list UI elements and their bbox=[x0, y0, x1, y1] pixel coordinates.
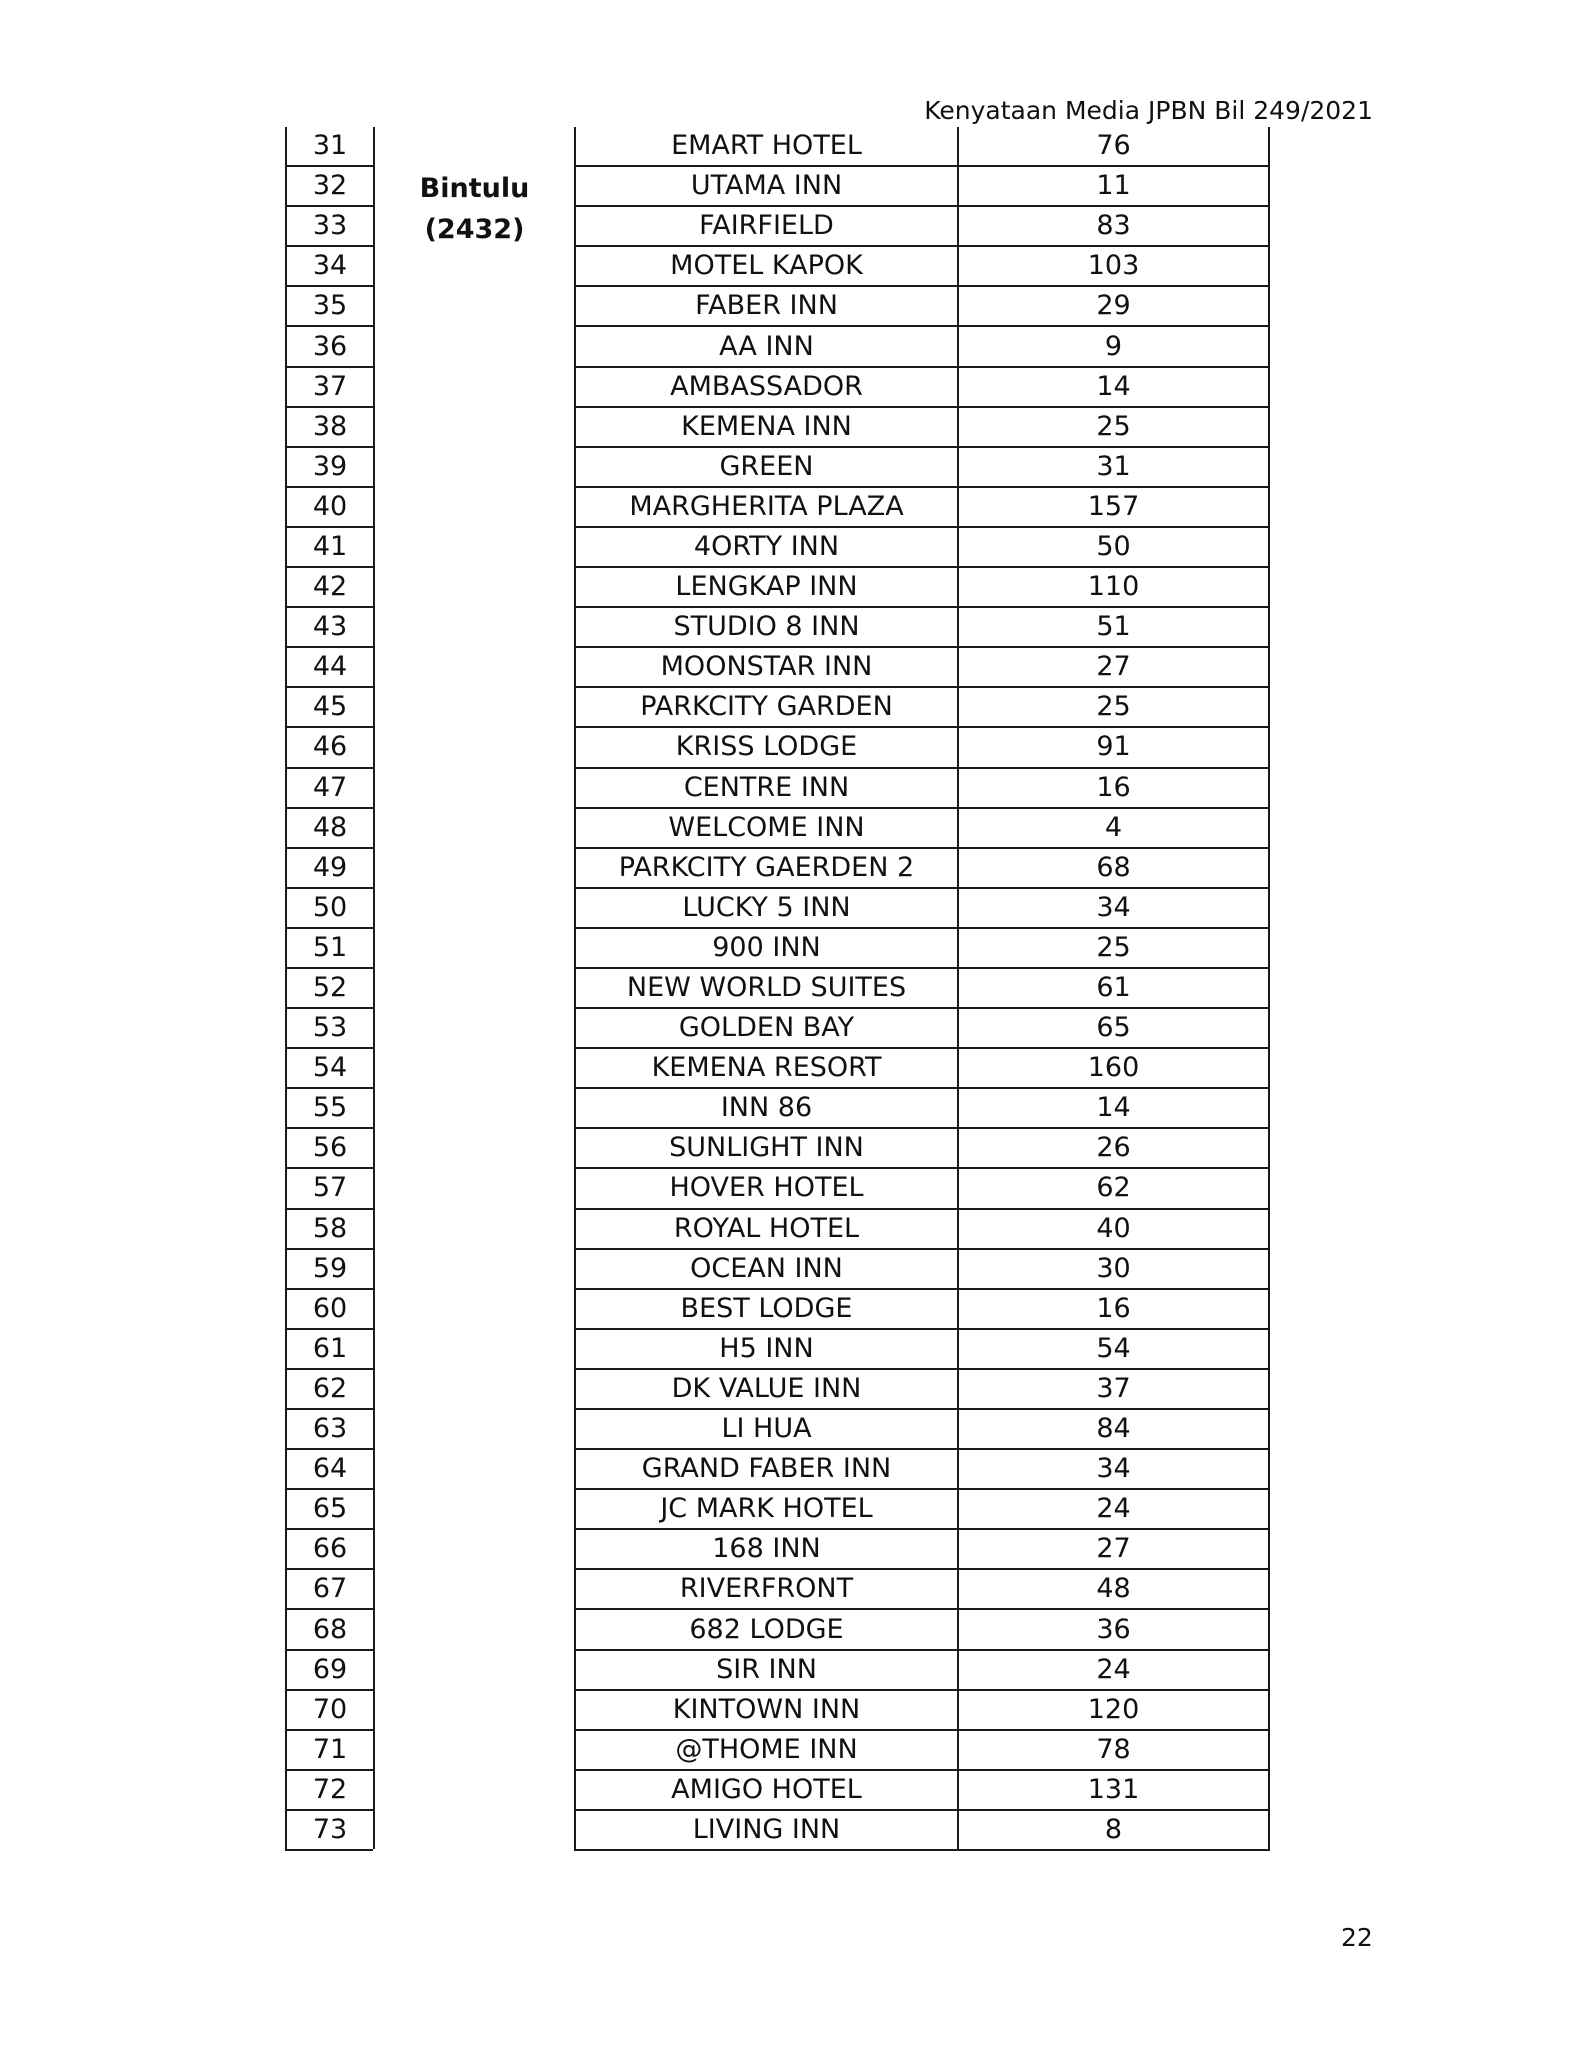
hotel-count: 4 bbox=[958, 808, 1269, 848]
row-number: 57 bbox=[286, 1168, 374, 1208]
district-total: (2432) bbox=[424, 214, 525, 245]
hotel-count: 78 bbox=[958, 1730, 1269, 1770]
row-number: 49 bbox=[286, 848, 374, 888]
hotel-count: 160 bbox=[958, 1048, 1269, 1088]
row-number: 67 bbox=[286, 1569, 374, 1609]
row-number: 45 bbox=[286, 687, 374, 727]
hotel-name: AA INN bbox=[575, 326, 958, 366]
hotel-count: 120 bbox=[958, 1690, 1269, 1730]
hotel-count: 131 bbox=[958, 1770, 1269, 1810]
hotel-name: DK VALUE INN bbox=[575, 1369, 958, 1409]
hotel-count: 48 bbox=[958, 1569, 1269, 1609]
document-header: Kenyataan Media JPBN Bil 249/2021 bbox=[924, 96, 1373, 125]
hotel-name: KRISS LODGE bbox=[575, 727, 958, 767]
row-number: 43 bbox=[286, 607, 374, 647]
hotel-count: 54 bbox=[958, 1329, 1269, 1369]
hotel-table bbox=[285, 127, 1270, 1851]
hotel-count: 62 bbox=[958, 1168, 1269, 1208]
district-cell bbox=[374, 127, 575, 1850]
hotel-count: 25 bbox=[958, 407, 1269, 447]
row-number: 72 bbox=[286, 1770, 374, 1810]
hotel-name: GRAND FABER INN bbox=[575, 1449, 958, 1489]
hotel-count: 27 bbox=[958, 1529, 1269, 1569]
row-number: 64 bbox=[286, 1449, 374, 1489]
row-number: 44 bbox=[286, 647, 374, 687]
hotel-name: EMART HOTEL bbox=[575, 127, 958, 166]
hotel-name: SIR INN bbox=[575, 1650, 958, 1690]
hotel-name: PARKCITY GARDEN bbox=[575, 687, 958, 727]
hotel-count: 76 bbox=[958, 127, 1269, 166]
hotel-count: 40 bbox=[958, 1209, 1269, 1249]
row-number: 70 bbox=[286, 1690, 374, 1730]
hotel-count: 24 bbox=[958, 1489, 1269, 1529]
hotel-count: 31 bbox=[958, 447, 1269, 487]
hotel-count: 84 bbox=[958, 1409, 1269, 1449]
row-number: 31 bbox=[286, 127, 374, 166]
hotel-name: ROYAL HOTEL bbox=[575, 1209, 958, 1249]
hotel-count: 110 bbox=[958, 567, 1269, 607]
hotel-table-body bbox=[286, 127, 1269, 1850]
row-number: 53 bbox=[286, 1008, 374, 1048]
hotel-name: GREEN bbox=[575, 447, 958, 487]
hotel-name: BEST LODGE bbox=[575, 1289, 958, 1329]
hotel-name: @THOME INN bbox=[575, 1730, 958, 1770]
hotel-count: 26 bbox=[958, 1128, 1269, 1168]
hotel-count: 29 bbox=[958, 286, 1269, 326]
hotel-name: LENGKAP INN bbox=[575, 567, 958, 607]
row-number: 34 bbox=[286, 246, 374, 286]
hotel-count: 50 bbox=[958, 527, 1269, 567]
hotel-name: AMBASSADOR bbox=[575, 367, 958, 407]
hotel-count: 14 bbox=[958, 367, 1269, 407]
row-number: 47 bbox=[286, 768, 374, 808]
row-number: 42 bbox=[286, 567, 374, 607]
hotel-name: 900 INN bbox=[575, 928, 958, 968]
row-number: 54 bbox=[286, 1048, 374, 1088]
hotel-name: JC MARK HOTEL bbox=[575, 1489, 958, 1529]
row-number: 55 bbox=[286, 1088, 374, 1128]
hotel-name: INN 86 bbox=[575, 1088, 958, 1128]
page-number: 22 bbox=[1341, 1923, 1373, 1952]
row-number: 58 bbox=[286, 1209, 374, 1249]
hotel-count: 34 bbox=[958, 1449, 1269, 1489]
row-number: 51 bbox=[286, 928, 374, 968]
hotel-count: 103 bbox=[958, 246, 1269, 286]
row-number: 52 bbox=[286, 968, 374, 1008]
hotel-name: H5 INN bbox=[575, 1329, 958, 1369]
hotel-name: FABER INN bbox=[575, 286, 958, 326]
row-number: 59 bbox=[286, 1249, 374, 1289]
hotel-count: 25 bbox=[958, 928, 1269, 968]
row-number: 41 bbox=[286, 527, 374, 567]
row-number: 71 bbox=[286, 1730, 374, 1770]
row-number: 50 bbox=[286, 888, 374, 928]
hotel-name: CENTRE INN bbox=[575, 768, 958, 808]
hotel-name: LIVING INN bbox=[575, 1810, 958, 1850]
hotel-name: STUDIO 8 INN bbox=[575, 607, 958, 647]
row-number: 36 bbox=[286, 326, 374, 366]
hotel-count: 68 bbox=[958, 848, 1269, 888]
hotel-count: 30 bbox=[958, 1249, 1269, 1289]
hotel-count: 9 bbox=[958, 326, 1269, 366]
hotel-name: SUNLIGHT INN bbox=[575, 1128, 958, 1168]
hotel-count: 61 bbox=[958, 968, 1269, 1008]
row-number: 33 bbox=[286, 206, 374, 246]
hotel-count: 14 bbox=[958, 1088, 1269, 1128]
hotel-name: RIVERFRONT bbox=[575, 1569, 958, 1609]
hotel-name: HOVER HOTEL bbox=[575, 1168, 958, 1208]
hotel-name: MARGHERITA PLAZA bbox=[575, 487, 958, 527]
hotel-name: GOLDEN BAY bbox=[575, 1008, 958, 1048]
hotel-name: MOONSTAR INN bbox=[575, 647, 958, 687]
hotel-name: OCEAN INN bbox=[575, 1249, 958, 1289]
hotel-name: 682 LODGE bbox=[575, 1609, 958, 1649]
hotel-count: 36 bbox=[958, 1609, 1269, 1649]
hotel-name: FAIRFIELD bbox=[575, 206, 958, 246]
row-number: 37 bbox=[286, 367, 374, 407]
hotel-count: 91 bbox=[958, 727, 1269, 767]
hotel-name: LI HUA bbox=[575, 1409, 958, 1449]
hotel-count: 34 bbox=[958, 888, 1269, 928]
hotel-name: PARKCITY GAERDEN 2 bbox=[575, 848, 958, 888]
row-number: 39 bbox=[286, 447, 374, 487]
hotel-count: 157 bbox=[958, 487, 1269, 527]
hotel-name: UTAMA INN bbox=[575, 166, 958, 206]
row-number: 32 bbox=[286, 166, 374, 206]
table-row bbox=[286, 127, 1269, 166]
hotel-name: 168 INN bbox=[575, 1529, 958, 1569]
row-number: 63 bbox=[286, 1409, 374, 1449]
hotel-name: KEMENA RESORT bbox=[575, 1048, 958, 1088]
hotel-count: 27 bbox=[958, 647, 1269, 687]
row-number: 48 bbox=[286, 808, 374, 848]
hotel-count: 24 bbox=[958, 1650, 1269, 1690]
hotel-count: 37 bbox=[958, 1369, 1269, 1409]
hotel-count: 16 bbox=[958, 768, 1269, 808]
row-number: 38 bbox=[286, 407, 374, 447]
hotel-count: 11 bbox=[958, 166, 1269, 206]
hotel-count: 8 bbox=[958, 1810, 1269, 1850]
district-name: Bintulu bbox=[419, 173, 530, 204]
hotel-name: WELCOME INN bbox=[575, 808, 958, 848]
hotel-name: 4ORTY INN bbox=[575, 527, 958, 567]
row-number: 46 bbox=[286, 727, 374, 767]
row-number: 66 bbox=[286, 1529, 374, 1569]
hotel-name: LUCKY 5 INN bbox=[575, 888, 958, 928]
hotel-name: KEMENA INN bbox=[575, 407, 958, 447]
row-number: 35 bbox=[286, 286, 374, 326]
hotel-name: AMIGO HOTEL bbox=[575, 1770, 958, 1810]
row-number: 56 bbox=[286, 1128, 374, 1168]
hotel-name: KINTOWN INN bbox=[575, 1690, 958, 1730]
hotel-count: 51 bbox=[958, 607, 1269, 647]
hotel-count: 65 bbox=[958, 1008, 1269, 1048]
row-number: 61 bbox=[286, 1329, 374, 1369]
row-number: 68 bbox=[286, 1609, 374, 1649]
hotel-count: 25 bbox=[958, 687, 1269, 727]
row-number: 60 bbox=[286, 1289, 374, 1329]
hotel-count: 83 bbox=[958, 206, 1269, 246]
hotel-name: NEW WORLD SUITES bbox=[575, 968, 958, 1008]
row-number: 40 bbox=[286, 487, 374, 527]
row-number: 73 bbox=[286, 1810, 374, 1850]
row-number: 62 bbox=[286, 1369, 374, 1409]
hotel-name: MOTEL KAPOK bbox=[575, 246, 958, 286]
hotel-count: 16 bbox=[958, 1289, 1269, 1329]
row-number: 69 bbox=[286, 1650, 374, 1690]
row-number: 65 bbox=[286, 1489, 374, 1529]
